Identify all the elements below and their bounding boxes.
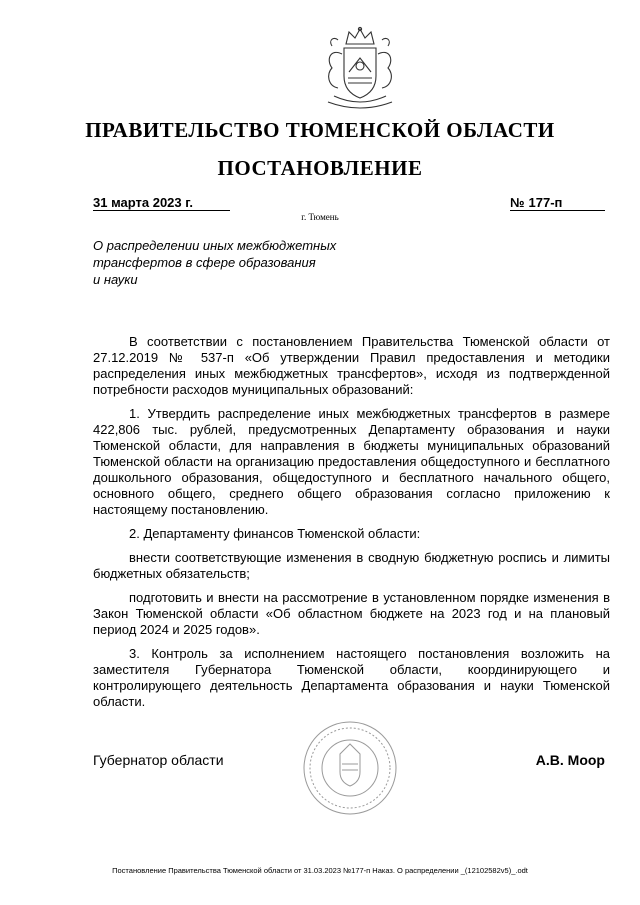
body-paragraph: внести соответствующие изменения в сводную бюджетную роспись и лимиты бюджетных обязательств;: [93, 550, 610, 581]
body-paragraph: В соответствии с постановлением Правительства Тюменской области от 27.12.2019 № 537-п «Об утверждении Правил предоставления и методики распределения иных межбюджетных трансфертов», исходя из подтвержденной потребности расходов муниципальных образований:: [93, 334, 610, 397]
number-sign: №: [510, 195, 525, 210]
body-paragraph: подготовить и внести на рассмотрение в установленном порядке изменения в Закон Тюменской области «Об областном бюджете на 2023 год и на плановый период 2024 и 2025 годов».: [93, 590, 610, 637]
coat-of-arms-icon: [318, 26, 402, 118]
document-date: 31 марта 2023 г.: [93, 195, 230, 211]
document-subject: [93, 237, 373, 288]
document-footer: Постановление Правительства Тюменской области от 31.03.2023 №177-п Наказ. О распределении _(12102582v5)_.odt: [112, 866, 528, 875]
subject-line: трансфертов в сфере образования: [93, 255, 316, 270]
document-type-title: ПОСТАНОВЛЕНИЕ: [217, 156, 423, 180]
document-city: г. Тюмень: [301, 212, 339, 222]
body-paragraph: 2. Департаменту финансов Тюменской области:: [129, 526, 421, 541]
subject-line: и науки: [93, 272, 138, 287]
signer-title: Губернатор области: [93, 752, 224, 768]
number-value: 177-п: [528, 195, 563, 210]
subject-line: О распределении иных межбюджетных: [93, 238, 337, 253]
document-number: [510, 195, 605, 211]
organization-title: ПРАВИТЕЛЬСТВО ТЮМЕНСКОЙ ОБЛАСТИ: [85, 118, 555, 142]
body-paragraph: 3. Контроль за исполнением настоящего постановления возложить на заместителя Губернатора Тюменской области, координирующего и контролирующего деятельность Департамента образования и науки Тюменской области.: [93, 646, 610, 709]
body-paragraph: 1. Утвердить распределение иных межбюджетных трансфертов в размере 422,806 тыс. рублей, предусмотренных Департаменту образования и науки Тюменской области, для направления в бюджеты муниципальных образований Тюменской области на организацию предоставления общедоступного и бесплатного дошкольного образования, общедоступного и бесплатного начального общего, основного общего, среднего общего образования согласно приложению к настоящему постановлению.: [93, 406, 610, 517]
document-body: [93, 334, 610, 718]
signer-name: А.В. Моор: [535, 752, 605, 768]
official-seal-icon: [302, 720, 398, 816]
